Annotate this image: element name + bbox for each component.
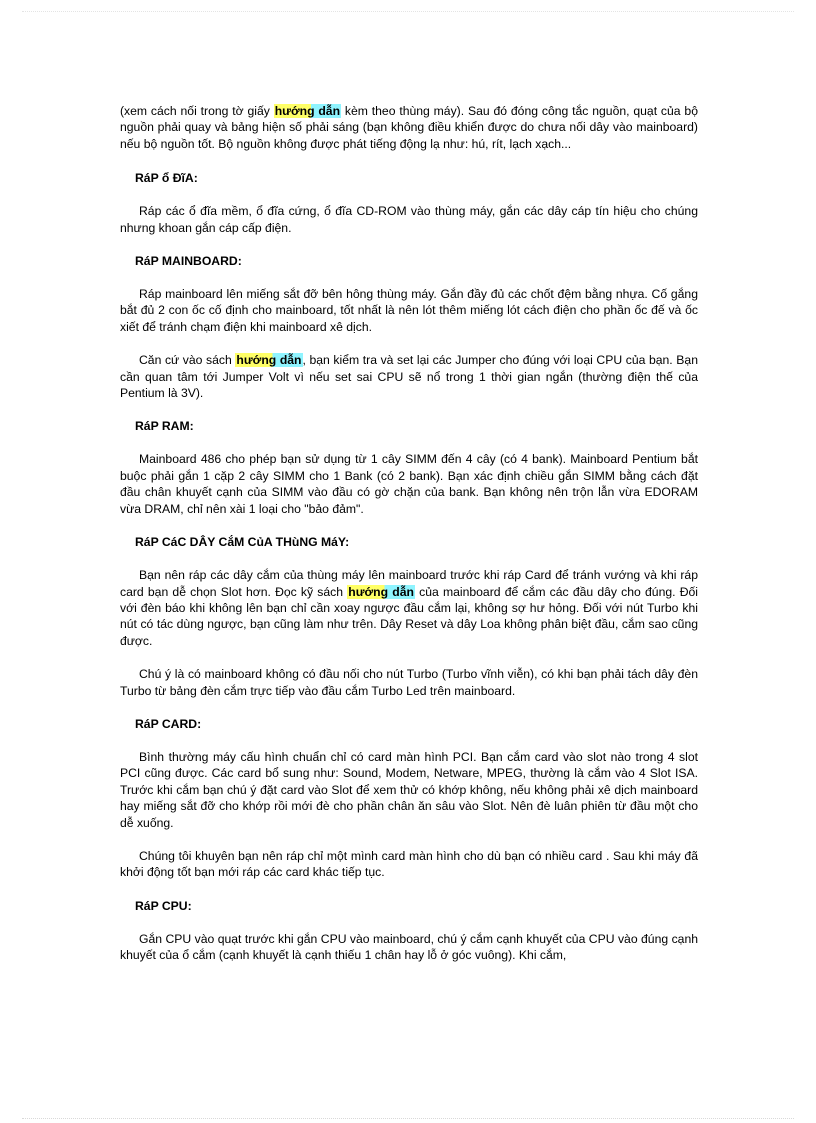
page-bottom-border — [22, 1118, 794, 1119]
paragraph-ram: Mainboard 486 cho phép bạn sử dụng từ 1 cây SIMM đến 4 cây (có 4 bank). Mainboard Pentium bắt buộc phải gắn 1 cặp 2 cây SIMM cho 1 Bank (có 2 bank). Bạn xác định chiều gắn SIMM bằng cách đặt đầu chân khuyết cạnh của SIMM vào đầu có gờ chặn của bank. Bạn không nên trộn lẫn vừa EDORAM vừa DRAM, chỉ nên xài 1 loại cho "bảo đảm". — [120, 452, 698, 516]
section-heading-card: RáP CARD: — [135, 716, 202, 731]
text-run: kèm theo thùng máy). Sau đó đóng công tắc nguồn, quạt của bộ nguồn phải quay và bảng hiện số phải sáng (bạn không điều khiển được do chưa nối dây vào mainboard) nếu bộ nguồn tốt. Bộ nguồn không được phát tiếng động lạ như: hú, rít, lạch xạch... — [120, 104, 698, 151]
page-top-border — [22, 11, 794, 12]
section-heading-cables: RáP CáC DÂY CắM CủA THùNG MáY: — [135, 535, 350, 550]
section-heading-cpu: RáP CPU: — [135, 898, 192, 913]
section-heading-disk: RáP ổ ĐĩA: — [135, 171, 198, 186]
paragraph-mainboard-2 — [120, 352, 698, 401]
section-heading-mainboard: RáP MAINBOARD: — [135, 254, 242, 269]
text-run: Bạn nên ráp các dây cắm của thùng máy lên mainboard trước khi ráp Card để tránh vướng và khi ráp card bạn dễ chọn Slot hơn. Đọc kỹ sách — [120, 568, 698, 599]
paragraph-card-1: Bình thường máy cấu hình chuẩn chỉ có card màn hình PCI. Bạn cắm card vào slot nào trong 4 slot PCI cũng được. Các card bổ sung như: Sound, Modem, Netware, MPEG, thường là cắm vào 4 Slot ISA. Trước khi cắm bạn chú ý đặt card vào Slot để xem thử có khớp không, nếu không phải xê dịch mainboard hay miếng sắt đỡ cho khớp rồi mới đè cho phần chân ăn sâu vào Slot. Nên đè luân phiên từ đầu một cho dễ xuống. — [120, 749, 698, 830]
text-run: (xem cách nối trong tờ giấy — [120, 104, 274, 118]
highlighted-term: hướng dẫn — [274, 104, 341, 118]
text-run: của mainboard để cắm các đầu dây cho đúng. Đối với đèn báo khi không lên bạn chỉ cần xoay ngược đầu cắm lại, không sợ hư hỏng. Đối với nút Turbo khi nút có tác dùng ngược, bạn cũng làm như trên. Dây Reset và dây Loa không phân biệt đầu, cắm sao cũng được. — [120, 584, 698, 648]
highlighted-term: hướng dẫn — [348, 584, 414, 599]
paragraph-disk: Ráp các ổ đĩa mềm, ổ đĩa cứng, ổ đĩa CD-ROM vào thùng máy, gắn các dây cáp tín hiệu cho chúng nhưng khoan gắn cáp cấp điện. — [120, 204, 698, 235]
paragraph-cables-1 — [120, 567, 698, 649]
paragraph-card-2: Chúng tôi khuyên bạn nên ráp chỉ một mình card màn hình cho dù bạn có nhiều card . Sau khi máy đã khởi động tốt bạn mới ráp các card khác tiếp tục. — [120, 848, 698, 880]
highlighted-term: hướng dẫn — [236, 353, 302, 368]
paragraph-cables-2: Chú ý là có mainboard không có đầu nối cho nút Turbo (Turbo vĩnh viễn), có khi bạn phải tách dây đèn Turbo từ bảng đèn cắm trực tiếp vào đầu cắm Turbo Led trên mainboard. — [120, 667, 698, 698]
paragraph-cpu: Gắn CPU vào quạt trước khi gắn CPU vào mainboard, chú ý cắm cạnh khuyết của CPU vào đúng cạnh khuyết của ổ cắm (cạnh khuyết là cạnh thiếu 1 chân hay lỗ ở góc vuông). Khi cắm, — [120, 931, 698, 963]
section-heading-ram: RáP RAM: — [135, 419, 194, 434]
document-body — [120, 103, 698, 981]
paragraph-mainboard-1: Ráp mainboard lên miếng sắt đỡ bên hông thùng máy. Gắn đầy đủ các chốt đệm bằng nhựa. Cố gắng bắt đủ 2 con ốc cố định cho mainboard, tốt nhất là nên lót thêm miếng lót cách điện cho phần ốc đế và ốc xiết để tránh chạm điện khi mainboard xê dịch. — [120, 287, 698, 334]
text-run: , bạn kiểm tra và set lại các Jumper cho đúng với loại CPU của bạn. Bạn cần quan tâm tới Jumper Volt vì nếu set sai CPU sẽ nổ trong 1 thời gian ngắn (thường điện thế của Pentium là 3V). — [120, 353, 698, 401]
text-run: Căn cứ vào sách — [139, 353, 236, 368]
intro-paragraph — [120, 103, 698, 152]
